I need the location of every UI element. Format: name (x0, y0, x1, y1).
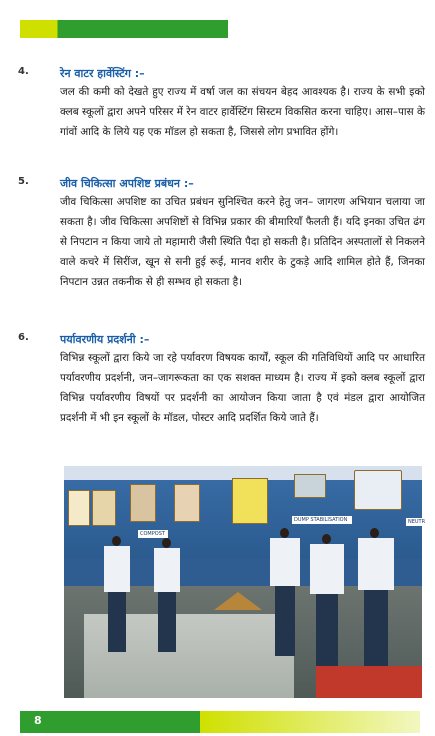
section-heading: पर्यावरणीय प्रदर्शनी :– (60, 333, 150, 346)
exhibit-sign: DUMP STABILISATION (292, 516, 352, 524)
bottom-decorative-band (20, 711, 420, 733)
exhibit-poster (92, 490, 116, 526)
exhibit-poster (232, 478, 268, 524)
section-body: जल की कमी को देखते हुए राज्य में वर्षा जल का संचयन बेहद आवश्यक है। राज्य के सभी इको क्लब स्कूलों द्वारा अपने परिसर में रेन वाटर हार्वेस्टिंग सिस्टम विकसित करना चाहिए। आस–पास के गांवों आदि के लिये यह एक मॉडल हो सकता है, जिससे लोग प्रभावित होंगे। (60, 86, 425, 138)
section-heading: जीव चिकित्सा अपशिष्ट प्रबंधन :– (60, 177, 194, 190)
top-decorative-band (20, 20, 228, 38)
exhibit-poster (68, 490, 90, 526)
section-number: 5. (18, 176, 29, 187)
exhibition-photo (64, 466, 426, 698)
exhibit-poster (294, 474, 326, 498)
exhibit-poster (174, 484, 200, 522)
section-number: 4. (18, 66, 29, 77)
section-heading: रेन वाटर हार्वेस्टिंग :– (60, 67, 145, 80)
exhibit-sign: NEUTR (408, 519, 426, 525)
exhibit-sign: COMPOST (138, 530, 168, 538)
hut-model (214, 592, 262, 610)
exhibit-poster (130, 484, 156, 522)
section-body: विभिन्न स्कूलों द्वारा किये जा रहे पर्यावरण विषयक कार्यों, स्कूल की गतिविधियों आदि पर आधारित पर्यावरणीय प्रदर्शनी, जन–जागरूकता का एक सशक्त माध्यम है। राज्य में इको क्लब स्कूलों द्वारा विभिन्न पर्यावरणीय विषयों पर प्रदर्शनी का आयोजन किया जाता है एवं मंडल द्वारा आयोजित प्रदर्शनी में भी इन स्कूलों के मॉडल, पोस्टर आदि प्रदर्शित किये जाते हैं। (60, 352, 425, 424)
red-display-stand (316, 666, 422, 698)
section-number: 6. (18, 332, 29, 343)
page-number: 8 (34, 714, 42, 727)
section-body: जीव चिकित्सा अपशिष्ट का उचित प्रबंधन सुनिश्चित करने हेतु जन– जागरण अभियान चलाया जा सकता है। जीव चिकित्सा अपशिष्टों से विभिन्न प्रकार की बीमारियाँ फैलती हैं। यदि इनका उचित ढंग से निपटान न किया जाये तो महामारी जैसी स्थिति पैदा हो सकती है। प्रतिदिन अस्पतालों से निकलने वाले कचरे में सिरींज, खून से सनी हुई रूई, मानव शरीर के टुकड़े आदि शामिल होते हैं, जिनका निपटान उन्नत तकनीक से ही सम्भव हो सकता है। (60, 196, 425, 288)
exhibit-poster (354, 470, 402, 510)
